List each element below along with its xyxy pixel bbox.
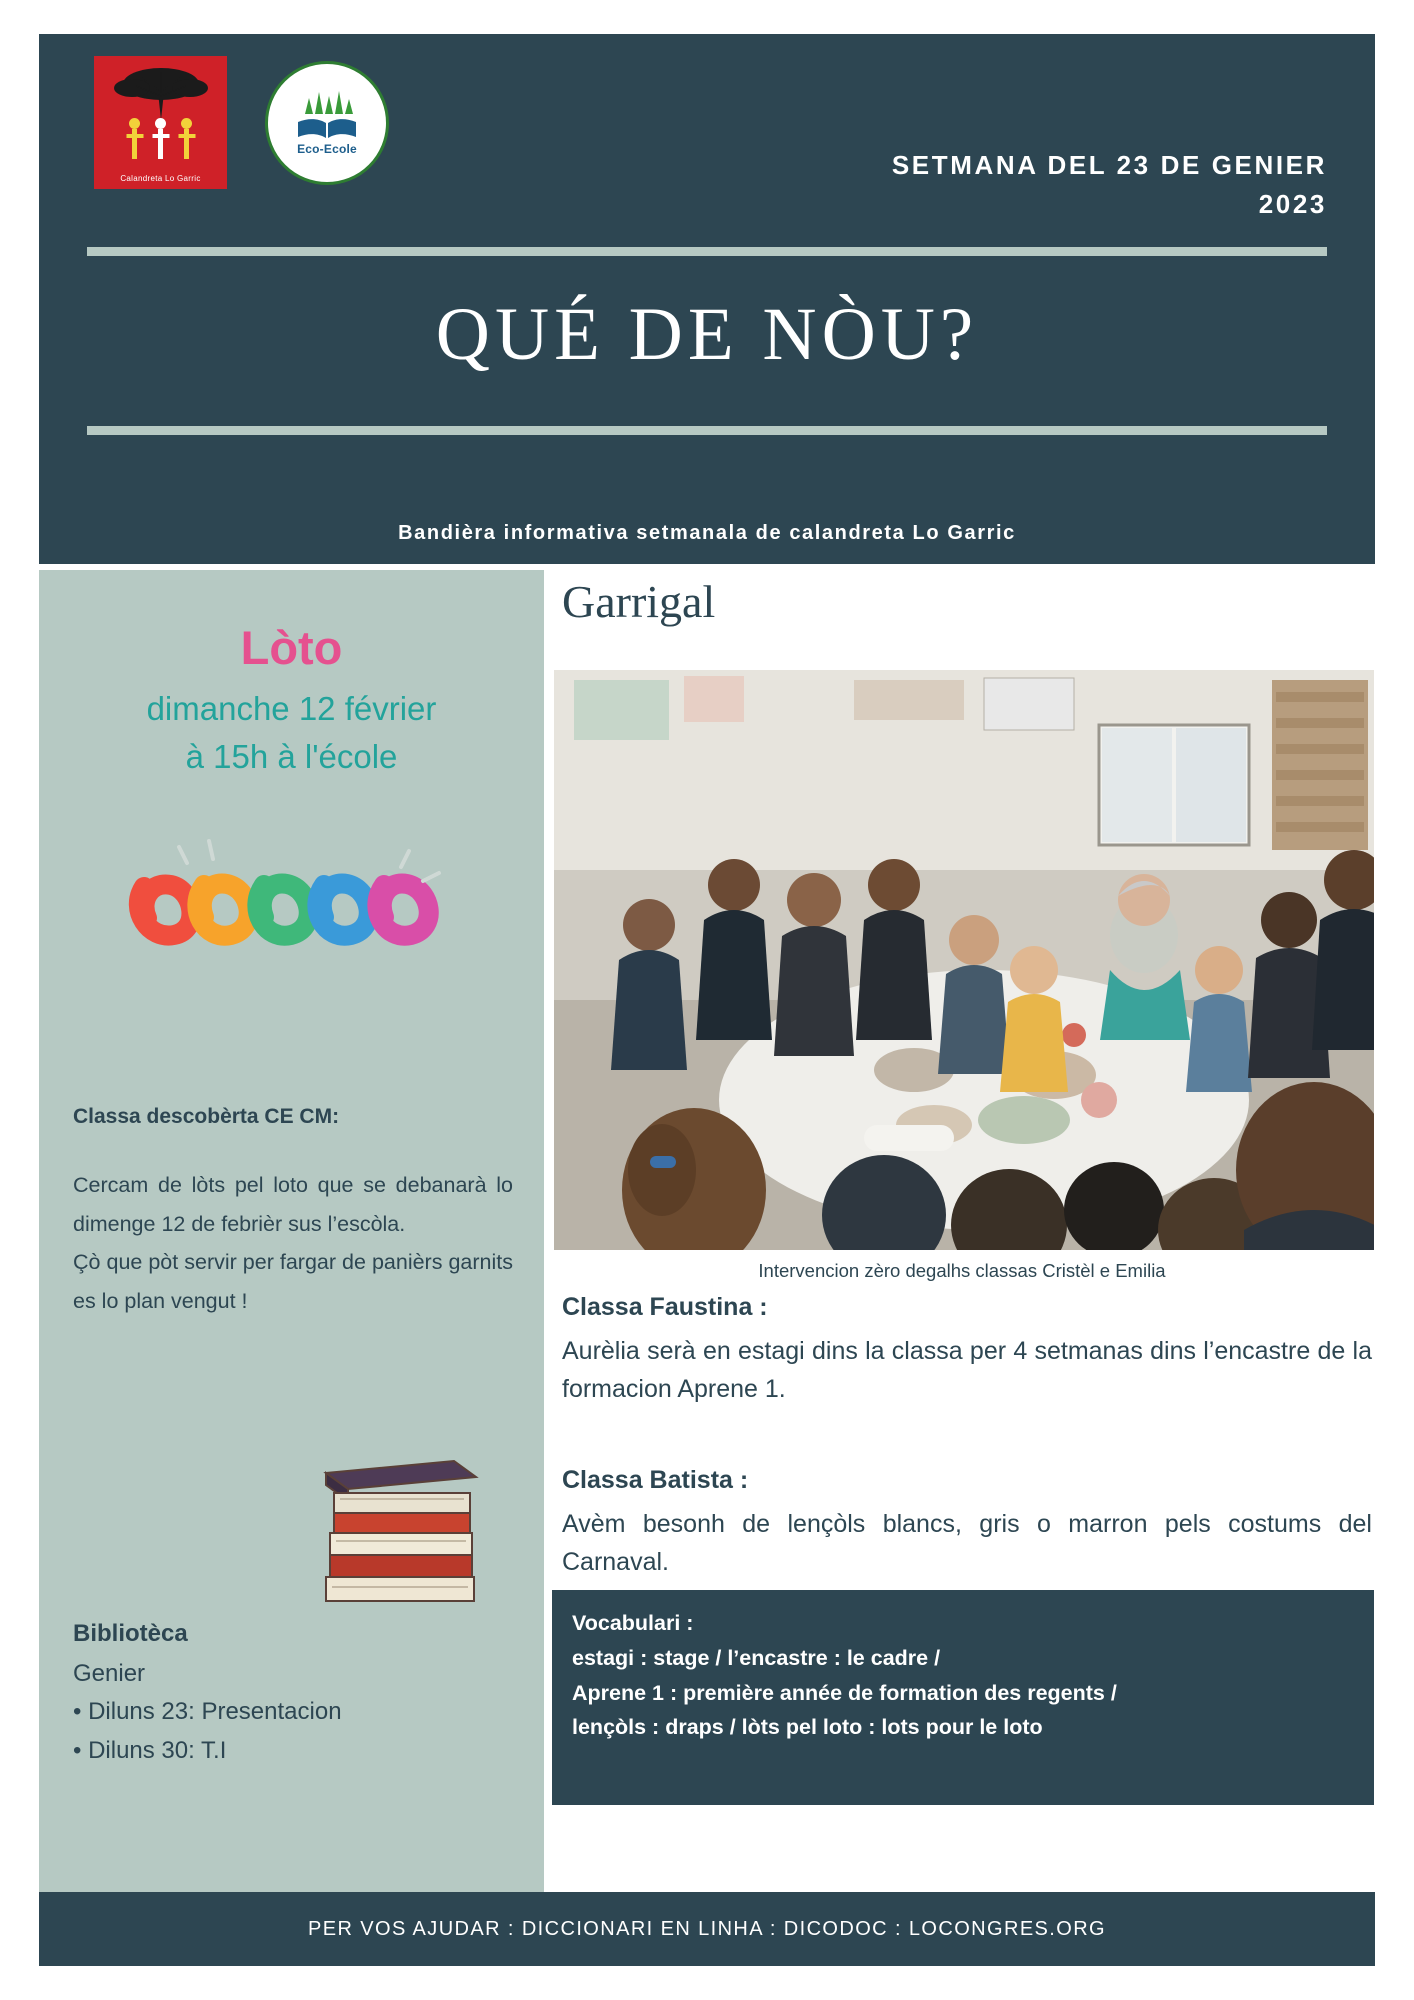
tree-icon	[106, 62, 216, 124]
footer-text: PER VOS AJUDAR : DICCIONARI EN LINHA : DICODOC : LOCONGRES.ORG	[307, 1917, 1107, 1940]
classa-descoberta-heading: Classa descobèrta CE CM:	[73, 1105, 340, 1128]
figures-icon	[126, 118, 195, 162]
biblioteca-list	[73, 1655, 513, 1770]
classroom-photo-illustration	[554, 670, 1374, 1250]
loto-date	[61, 685, 522, 781]
vocabulary-box	[552, 1590, 1374, 1805]
books-icon	[304, 1455, 489, 1610]
vocabulary-line-2: Aprene 1 : première année de formation des regents /	[572, 1680, 1117, 1705]
loto-title: Lòto	[240, 621, 343, 674]
left-column	[39, 570, 544, 1892]
calandreta-logo-icon	[94, 56, 227, 189]
loto-date-line2: à 15h à l'école	[185, 737, 398, 775]
page-title: QUÉ DE NÒU?	[435, 293, 979, 376]
footer-banner	[39, 1892, 1375, 1966]
right-column	[552, 570, 1375, 1892]
issue-date	[892, 146, 1327, 224]
classa-faustina-heading: Classa Faustina :	[562, 1293, 768, 1321]
photo-caption: Intervencion zèro degalhs classas Cristèl e Emilia	[758, 1260, 1166, 1281]
divider-top	[87, 247, 1327, 256]
issue-date-week: SETMANA DEL 23 DE GENIER	[891, 150, 1327, 180]
biblioteca-title: Bibliotèca	[73, 1620, 188, 1647]
classa-descoberta-body	[73, 1166, 513, 1321]
logo-group	[94, 56, 389, 189]
classa-batista-body: Avèm besonh de lençòls blancs, gris o marron pels costums del Carnaval.	[562, 1510, 1372, 1576]
calandreta-logo-caption: Calandreta Lo Garric	[120, 174, 201, 183]
classroom-photo	[554, 670, 1374, 1250]
classa-descoberta-paragraph-2: Çò que pòt servir per fargar de panièrs garnits es lo plan vengut !	[73, 1250, 513, 1314]
ribbon-icon	[109, 815, 469, 965]
loto-date-line1: dimanche 12 février	[146, 690, 437, 727]
divider-bottom	[87, 426, 1327, 435]
biblioteca-item-1: • Diluns 23: Presentacion	[73, 1698, 342, 1726]
vocabulary-line-3: lençòls : draps / lòts pel loto : lots pour le loto	[572, 1715, 1043, 1740]
classa-descoberta-paragraph-1: Cercam de lòts pel loto que se debanarà lo dimenge 12 de febrièr sus l’escòla.	[73, 1173, 513, 1236]
vocabulary-title: Vocabulari :	[572, 1611, 694, 1635]
vocabulary-line-1: estagi : stage / l’encastre : le cadre /	[572, 1645, 941, 1670]
header-subtitle: Bandièra informativa setmanala de calandreta Lo Garric	[398, 522, 1016, 544]
book-icon	[296, 118, 358, 140]
eco-ecole-label: Eco-Ecole	[297, 141, 357, 156]
eco-ecole-logo-icon	[265, 61, 389, 185]
issue-date-year: 2023	[1258, 189, 1327, 219]
biblioteca-item-2: • Diluns 30: T.I	[73, 1736, 227, 1764]
header-banner	[39, 34, 1375, 564]
eco-tree-icon	[299, 84, 355, 118]
classa-faustina-body: Aurèlia serà en estagi dins la classa per 4 setmanas dins l’encastre de la formacion Aprene 1.	[562, 1337, 1372, 1403]
biblioteca-month: Genier	[73, 1660, 146, 1687]
garrigal-heading: Garrigal	[562, 576, 716, 627]
classa-batista-heading: Classa Batista :	[562, 1466, 749, 1494]
